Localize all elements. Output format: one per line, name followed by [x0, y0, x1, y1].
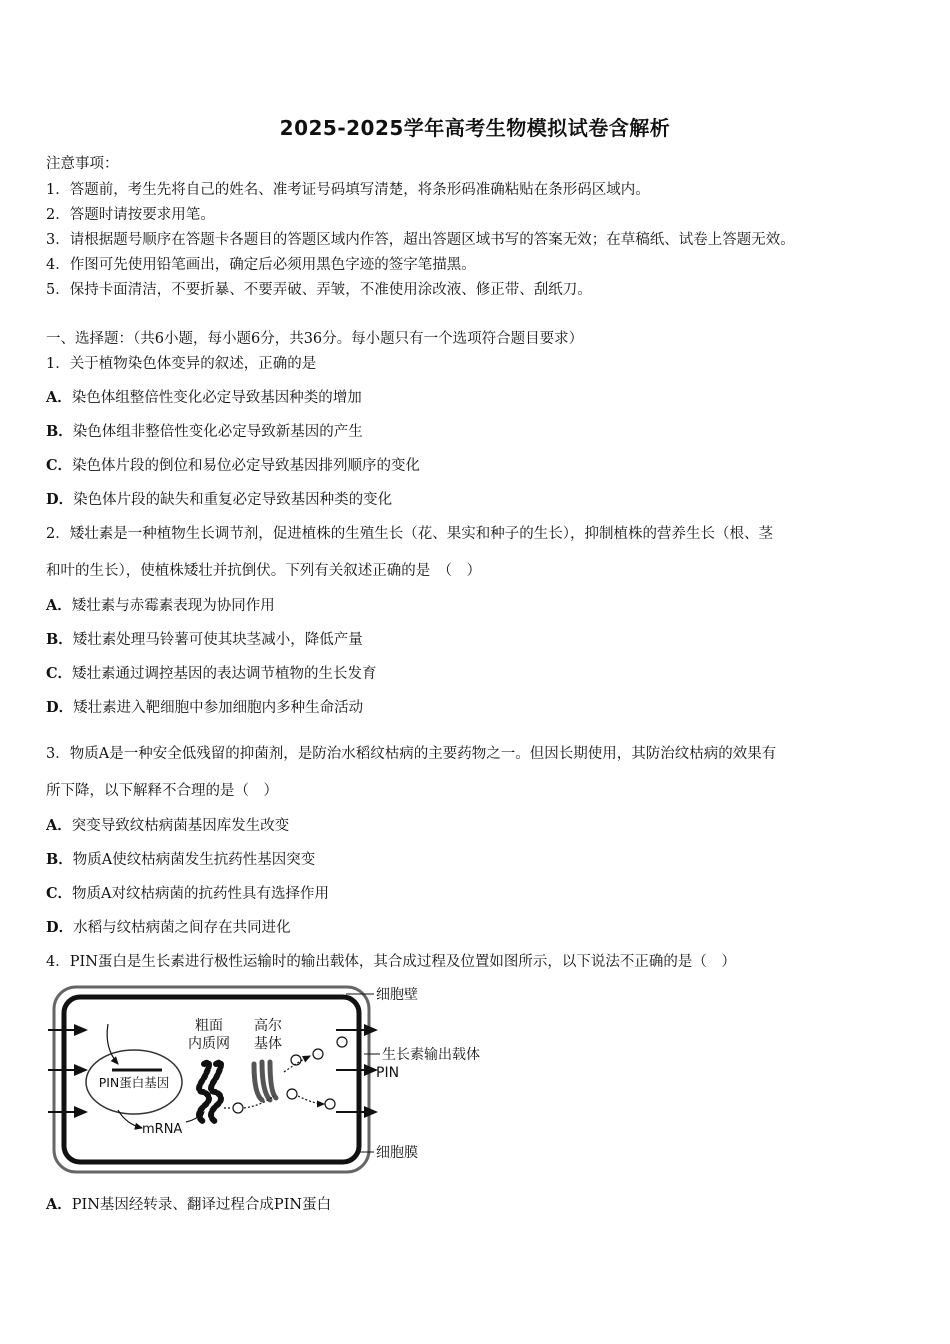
question-3-stem: 3．物质A是一种安全低残留的抑菌剂，是防治水稻纹枯病的主要药物之一。但因长期使用，其防治纹枯病的效果有 — [46, 746, 777, 762]
option-letter: A． — [46, 597, 72, 614]
question-3-option-b — [46, 848, 315, 869]
question-2-stem: 2．矮壮素是一种植物生长调节剂，促进植株的生殖生长（花、果实和种子的生长），抑制植株的营养生长（根、茎 — [46, 526, 773, 542]
option-letter: D． — [46, 491, 74, 508]
option-letter: B． — [46, 423, 73, 440]
pin-label: PIN — [376, 1065, 400, 1081]
question-2-option-d — [46, 696, 363, 717]
option-text: 矮壮素与赤霉素表现为协同作用 — [71, 598, 275, 614]
question-3-option-c — [46, 882, 329, 903]
notice-item: 3．请根据题号顺序在答题卡各题目的答题区域内作答，超出答题区域书写的答案无效；在草稿纸、试卷上答题无效。 — [46, 232, 795, 248]
cell-wall-label: 细胞壁 — [376, 987, 418, 1003]
option-letter: C． — [46, 457, 73, 474]
golgi-label: 基体 — [254, 1036, 282, 1052]
question-1-stem: 1．关于植物染色体变异的叙述，正确的是 — [46, 356, 317, 372]
question-3-option-a — [46, 814, 289, 835]
question-3-stem: 所下降，以下解释不合理的是（ ） — [46, 783, 278, 799]
notice-item: 1．答题前，考生先将自己的姓名、准考证号码填写清楚，将条形码准确粘贴在条形码区域内。 — [46, 182, 650, 198]
page-title: 2025-2025学年高考生物模拟试卷含解析 — [279, 116, 671, 140]
golgi-label: 高尔 — [254, 1018, 282, 1034]
notice-item: 5．保持卡面清洁，不要折暴、不要弄破、弄皱，不准使用涂改液、修正带、刮纸刀。 — [46, 282, 592, 298]
option-text: 染色体组非整倍性变化必定导致新基因的产生 — [72, 424, 363, 440]
option-letter: D． — [46, 919, 74, 936]
question-4-option-a — [46, 1193, 331, 1214]
option-text: 水稻与纹枯病菌之间存在共同进化 — [73, 920, 291, 936]
notice-item: 2．答题时请按要求用笔。 — [46, 207, 215, 223]
option-text: 突变导致纹枯病菌基因库发生改变 — [71, 818, 290, 834]
mrna-label: mRNA — [142, 1122, 183, 1137]
pin-gene-label: PIN蛋白基因 — [98, 1075, 170, 1090]
question-1-option-a — [46, 386, 362, 407]
question-2-option-b — [46, 628, 363, 649]
notice-heading: 注意事项： — [46, 156, 119, 172]
pin-protein-diagram — [46, 982, 516, 1178]
option-letter: B． — [46, 631, 73, 648]
option-text: 矮壮素通过调控基因的表达调节植物的生长发育 — [72, 666, 377, 682]
auxin-carrier-label: 生长素输出载体 — [382, 1047, 480, 1063]
question-1-option-c — [46, 454, 420, 475]
rough-er-label: 内质网 — [188, 1036, 230, 1052]
question-2-option-c — [46, 662, 377, 683]
rough-er-label: 粗面 — [195, 1018, 223, 1034]
notice-item: 4．作图可先使用铅笔画出，确定后必须用黑色字迹的签字笔描黑。 — [46, 257, 476, 273]
option-text: 物质A使纹枯病菌发生抗药性基因突变 — [72, 852, 316, 868]
question-2-stem: 和叶的生长），使植株矮壮并抗倒伏。下列有关叙述正确的是 （ ） — [46, 563, 481, 579]
option-letter: B． — [46, 851, 73, 868]
option-letter: C． — [46, 665, 73, 682]
option-letter: A． — [46, 1196, 72, 1213]
option-letter: A． — [46, 389, 72, 406]
option-text: 矮壮素处理马铃薯可使其块茎减小，降低产量 — [72, 632, 363, 648]
option-text: 染色体片段的倒位和易位必定导致基因排列顺序的变化 — [72, 458, 421, 474]
option-text: 染色体组整倍性变化必定导致基因种类的增加 — [71, 390, 362, 406]
option-letter: C． — [46, 885, 73, 902]
option-text: PIN基因经转录、翻译过程合成PIN蛋白 — [71, 1197, 332, 1213]
cell-membrane-label: 细胞膜 — [376, 1145, 418, 1161]
question-2-option-a — [46, 594, 275, 615]
question-1-option-d — [46, 488, 392, 509]
option-text: 物质A对纹枯病菌的抗药性具有选择作用 — [72, 886, 330, 902]
option-letter: A． — [46, 817, 72, 834]
option-letter: D． — [46, 699, 74, 716]
question-3-option-d — [46, 916, 291, 937]
question-1-option-b — [46, 420, 363, 441]
question-4-stem: 4．PIN蛋白是生长素进行极性运输时的输出载体，其合成过程及位置如图所示，以下说法不正确的是（ ） — [46, 954, 736, 970]
section-heading: 一、选择题：（共6小题，每小题6分，共36分。每小题只有一个选项符合题目要求） — [46, 331, 584, 347]
option-text: 染色体片段的缺失和重复必定导致基因种类的变化 — [73, 492, 393, 508]
option-text: 矮壮素进入靶细胞中参加细胞内多种生命活动 — [73, 700, 364, 716]
